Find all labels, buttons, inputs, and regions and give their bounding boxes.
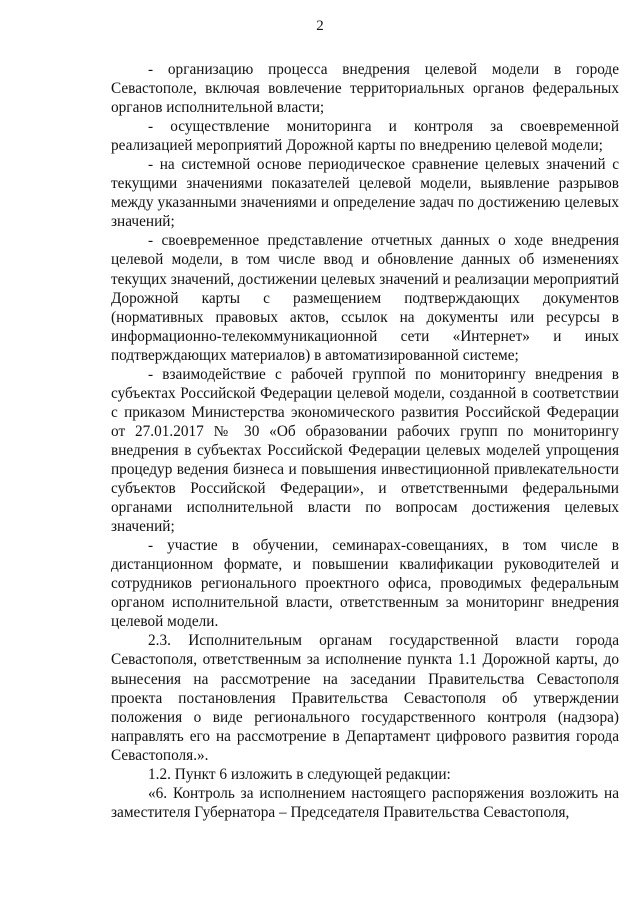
document-body — [111, 60, 619, 822]
paragraph-comparison: - на системной основе периодическое сравнение целевых значений с текущими значениями показателей целевой модели, выявление разрывов между указанными значениями и определение задач по достижению целевых значений; — [111, 156, 619, 231]
paragraph-clause-2-3: 2.3. Исполнительным органам государственной власти города Севастополя, ответственным за исполнение пункта 1.1 Дорожной карты, до вынесения на рассмотрение на заседании Правительства Севастополя проекта постановления Правительства Севастополя об утверждении положения о виде регионального государственного контроля (надзора) направлять его на рассмотрение в Департамент цифрового развития города Севастополя.». — [111, 632, 619, 764]
paragraph-interaction: - взаимодействие с рабочей группой по мониторингу внедрения в субъектах Российской Федерации целевой модели, созданной в соответствии с приказом Министерства экономического развития Российской Федерации от 27.01.2017 № 30 «Об образовании рабочих групп по мониторингу внедрения в субъектах Российской Федерации целевых моделей упрощения процедур ведения бизнеса и повышения инвестиционной привлекательности субъектов Российской Федерации», и ответственными федеральными органами исполнительной власти по вопросам достижения целевых значений; — [111, 365, 619, 536]
paragraph-reporting: - своевременное представление отчетных данных о ходе внедрения целевой модели, в том числе ввод и обновление данных об изменениях текущих значений, достижении целевых значений и реализации мероприятий Дорожной карты с размещением подтверждающих документов (нормативных правовых актов, ссылок на документы или ресурсы в информационно-телекоммуникационной сети «Интернет» и иных подтверждающих материалов) в автоматизированной системе; — [111, 232, 620, 364]
page-number: 2 — [316, 18, 324, 34]
paragraph-training: - участие в обучении, семинарах-совещаниях, в том числе в дистанционном формате, и повышении квалификации руководителей и сотрудников регионального проектного офиса, проводимых федеральным органом исполнительной власти, ответственным за мониторинг внедрения целевой модели. — [111, 537, 619, 631]
paragraph-monitoring: - осуществление мониторинга и контроля за своевременной реализацией мероприятий Дорожной карты по внедрению целевой модели; — [111, 118, 619, 155]
paragraph-clause-6: «6. Контроль за исполнением настоящего распоряжения возложить на заместителя Губернатора – Председателя Правительства Севастополя, — [111, 784, 619, 821]
paragraph-clause-1-2: 1.2. Пункт 6 изложить в следующей редакции: — [148, 765, 451, 783]
paragraph-organization: - организацию процесса внедрения целевой модели в городе Севастополе, включая вовлечение территориальных органов федеральных органов исполнительной власти; — [111, 61, 619, 117]
